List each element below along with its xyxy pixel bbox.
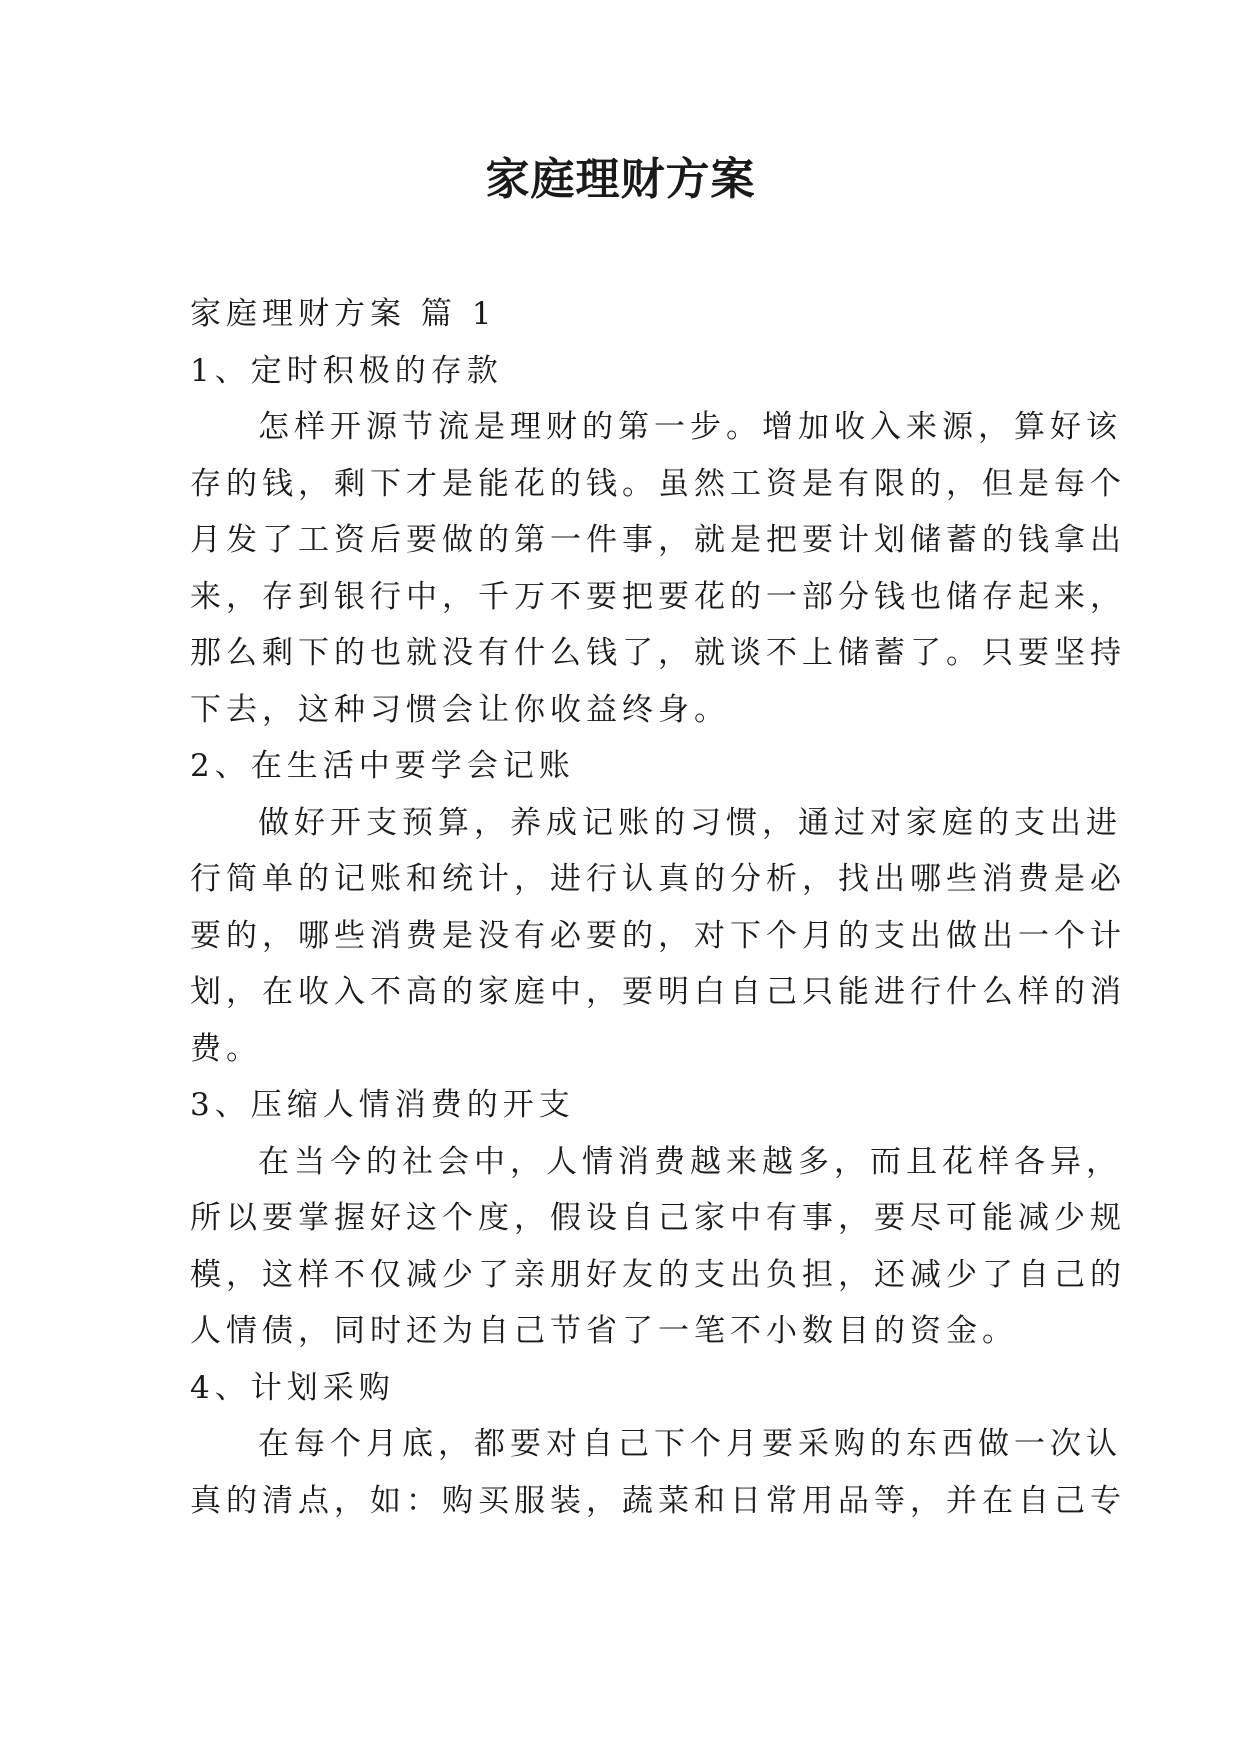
paragraph-4 [190, 1416, 1126, 1529]
paragraph-1 [190, 399, 1126, 738]
section-title: 家庭理财方案 篇 1 [190, 296, 497, 332]
paragraph-line: 怎样开源节流是理财的第一步。增加收入来源，算好该 [258, 409, 1122, 445]
paragraph-2 [190, 795, 1126, 1078]
paragraph-line: 模，这样不仅减少了亲朋好友的支出负担，还减少了自己的 [190, 1256, 1126, 1293]
paragraph-line: 人情债，同时还为自己节省了一笔不小数目的资金。 [190, 1313, 1018, 1349]
paragraph-line: 在每个月底，都要对自己下个月要采购的东西做一次认 [258, 1426, 1122, 1462]
paragraph-3 [190, 1134, 1126, 1360]
paragraph-line: 月发了工资后要做的第一件事，就是把要计划储蓄的钱拿出 [190, 522, 1126, 558]
paragraph-line: 要的，哪些消费是没有必要的，对下个月的支出做出一个计 [190, 917, 1126, 954]
paragraph-line: 划，在收入不高的家庭中，要明白自己只能进行什么样的消 [190, 974, 1126, 1010]
document-body [190, 286, 1126, 1529]
paragraph-line: 做好开支预算，养成记账的习惯，通过对家庭的支出进 [258, 804, 1122, 841]
paragraph-line: 来，存到银行中，千万不要把要花的一部分钱也储存起来， [190, 578, 1126, 615]
heading-1: 1、定时积极的存款 [190, 352, 503, 389]
document-title: 家庭理财方案 [485, 154, 756, 205]
paragraph-line: 行简单的记账和统计，进行认真的分析，找出哪些消费是必 [190, 861, 1126, 897]
paragraph-line: 那么剩下的也就没有什么钱了，就谈不上储蓄了。只要坚持 [190, 635, 1126, 671]
paragraph-line: 真的清点，如：购买服装，蔬菜和日常用品等，并在自己专 [190, 1482, 1126, 1519]
paragraph-line: 下去，这种习惯会让你收益终身。 [190, 691, 730, 728]
paragraph-line: 费。 [190, 1030, 262, 1067]
paragraph-line: 存的钱，剩下才是能花的钱。虽然工资是有限的，但是每个 [190, 465, 1126, 502]
paragraph-line: 在当今的社会中，人情消费越来越多，而且花样各异， [258, 1143, 1122, 1180]
heading-2: 2、在生活中要学会记账 [190, 748, 575, 784]
heading-4: 4、计划采购 [190, 1369, 395, 1406]
paragraph-line: 所以要掌握好这个度，假设自己家中有事，要尽可能减少规 [190, 1200, 1126, 1236]
heading-3: 3、压缩人情消费的开支 [190, 1087, 575, 1123]
